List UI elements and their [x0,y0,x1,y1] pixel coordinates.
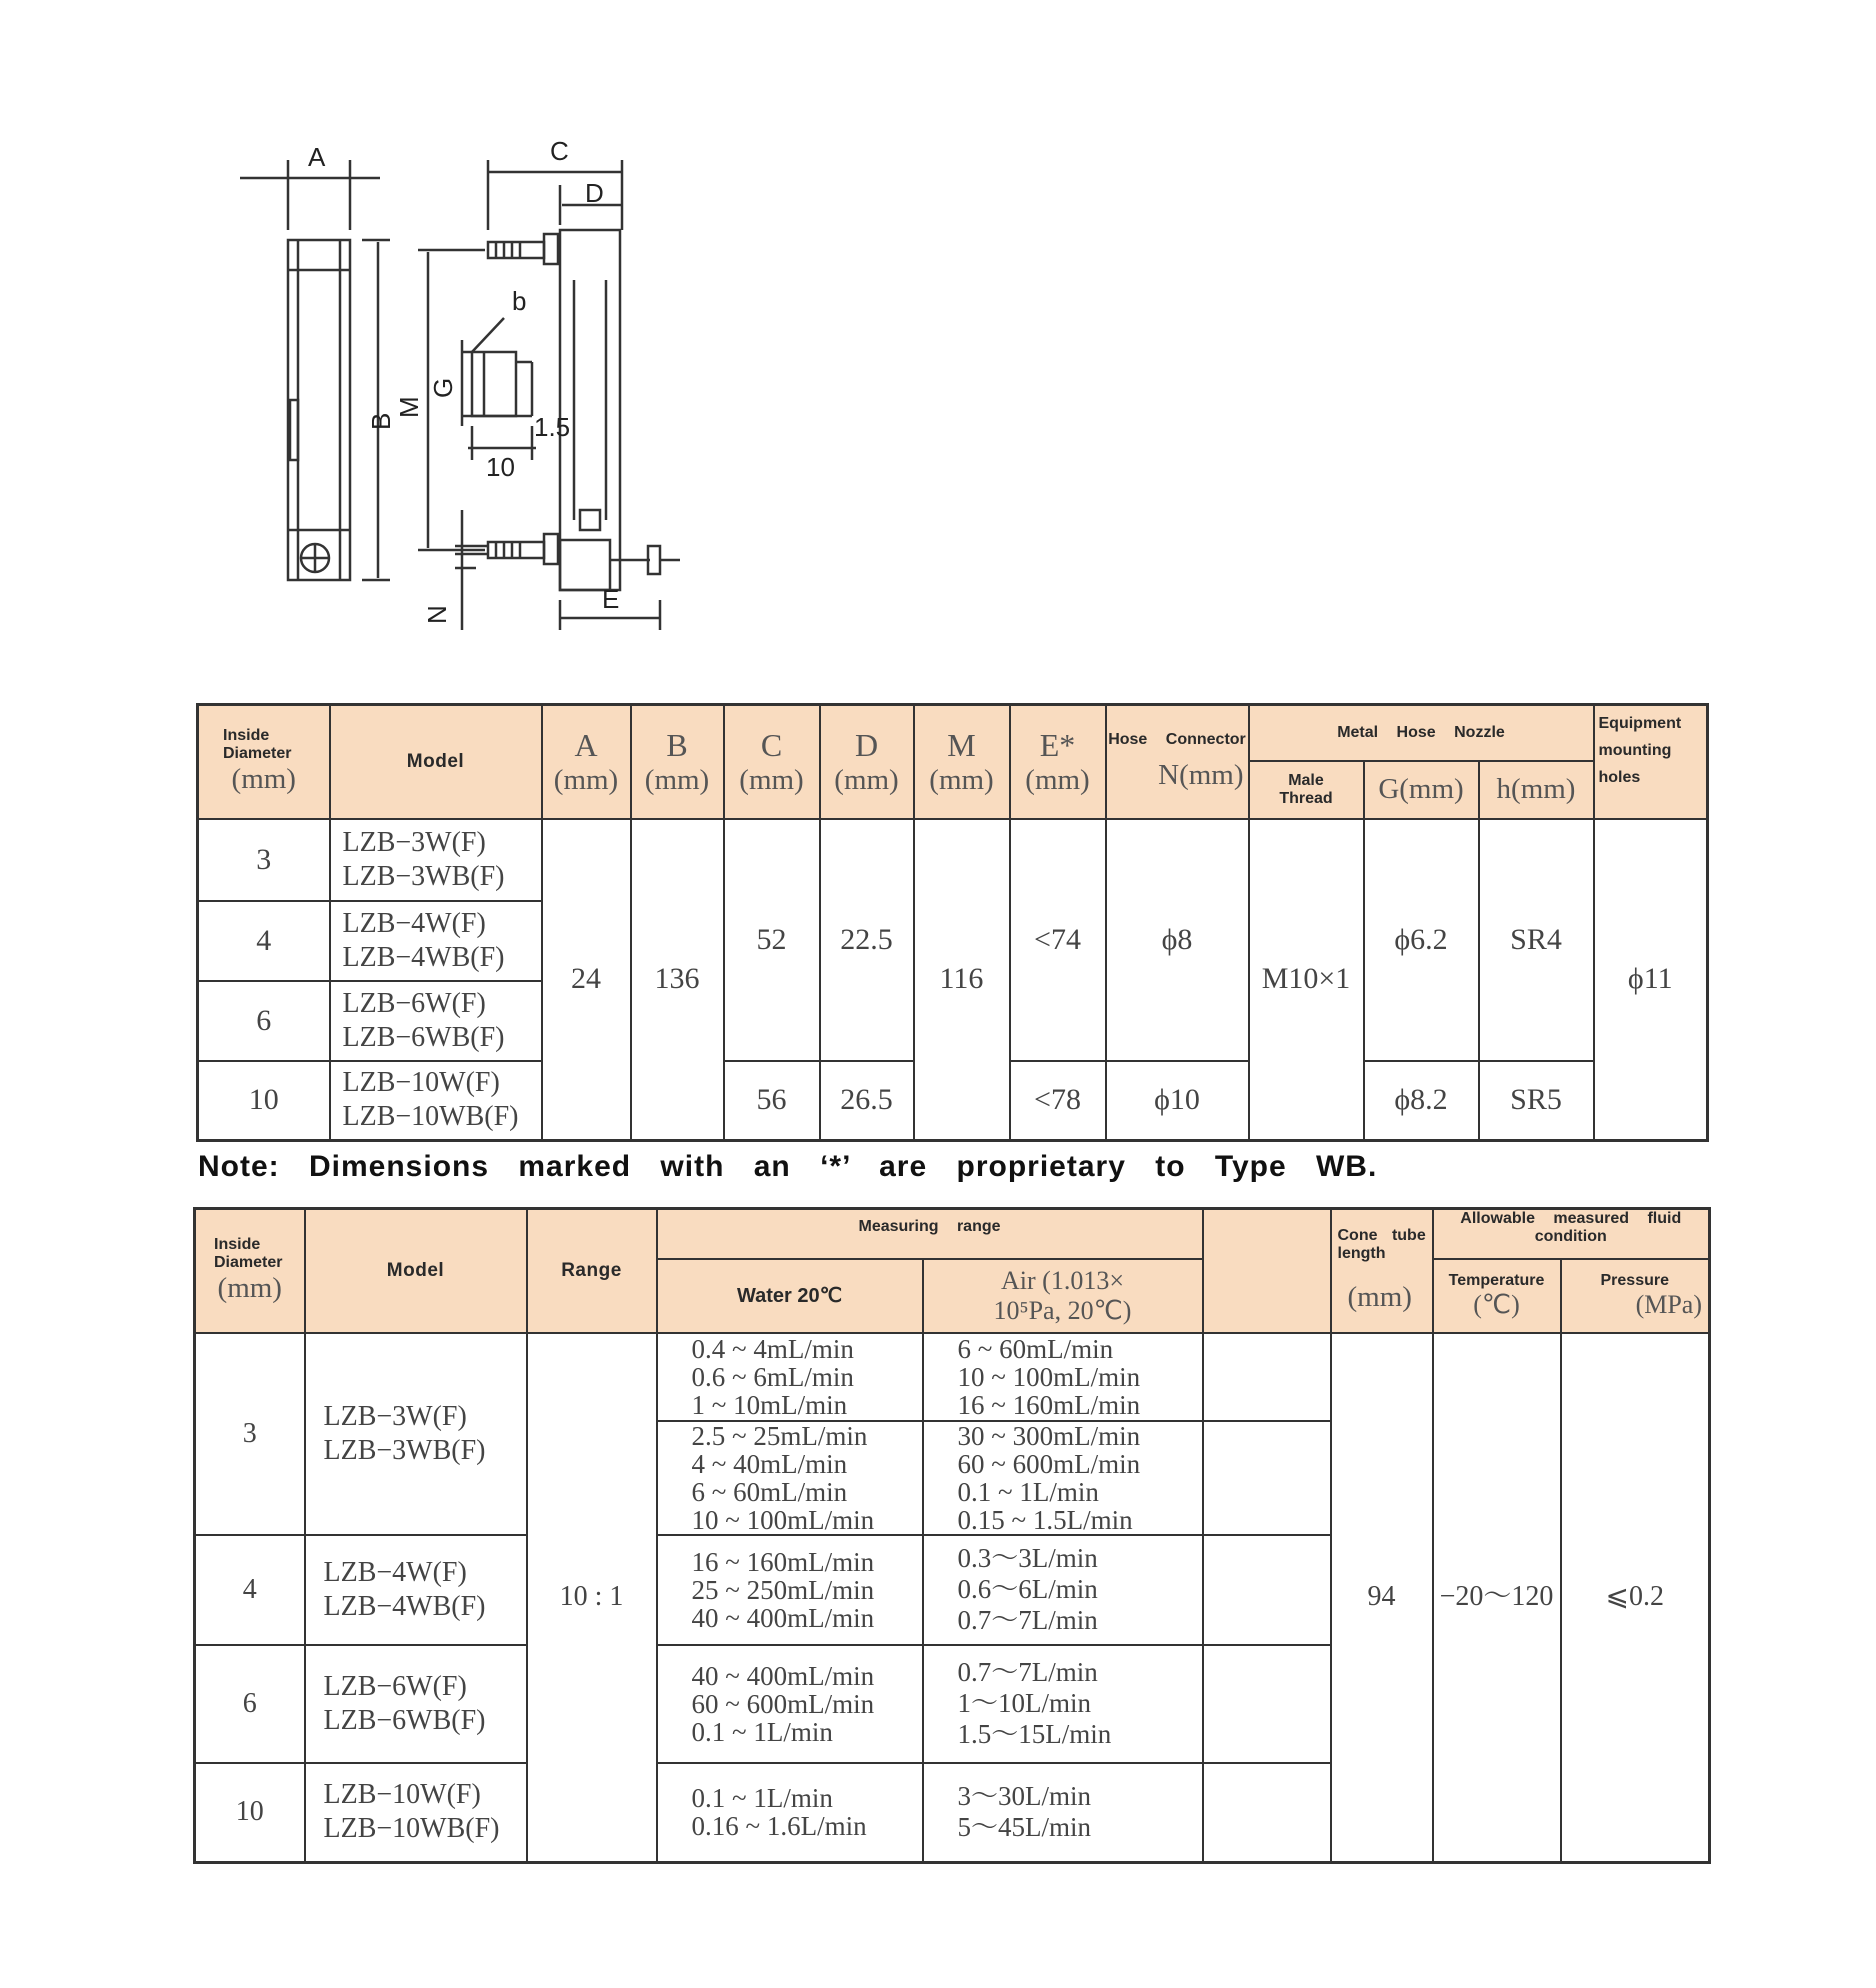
t2-air-3-block2 [923,1421,1203,1535]
t2-blank-10 [1203,1763,1331,1863]
t2-header-measuring-range: Measuring range [657,1209,1203,1259]
t2-water-3-2-2: 6 ~ 60mL/min [691,1476,848,1507]
t1-header-e [1010,705,1106,819]
t2-header-cone-unit: (mm) [1347,1281,1412,1314]
t1-header-b-unit: (mm) [644,764,710,797]
t2-ratio: 10 : 1 [527,1333,657,1863]
t1-n-value-1: ϕ8 [1106,819,1249,1061]
t1-header-inside-label-2: Diameter [223,745,292,763]
t2-model-10-b: LZB−10WB(F) [323,1813,500,1845]
t2-model-4 [305,1535,527,1645]
t1-a-value: 24 [542,819,631,1141]
note-text: Note: Dimensions marked with an ‘*’ are proprietary to Type WB. [198,1150,1378,1183]
t2-model-3-a: LZB−3W(F) [323,1400,467,1432]
t2-water-6-0: 40 ~ 400mL/min [691,1660,875,1691]
t2-water-4-2: 40 ~ 400mL/min [691,1602,875,1633]
measuring-range-table [193,1207,1711,1864]
t1-header-m-unit: (mm) [929,764,994,797]
t2-cone-length: 94 [1331,1333,1433,1863]
t2-header-temperature-unit: (℃) [1473,1289,1520,1319]
t1-header-a-unit: (mm) [553,764,619,797]
t1-header-m-label: M [947,727,976,764]
t1-model-4 [330,901,542,981]
t2-blank-6 [1203,1645,1331,1763]
t2-water-3-1-0: 0.4 ~ 4mL/min [691,1333,854,1364]
t2-blank-3a [1203,1333,1331,1421]
t1-model-10-b: LZB−10WB(F) [342,1101,519,1133]
t1-model-3-b: LZB−3WB(F) [342,860,505,892]
t2-water-3-block1 [657,1333,923,1421]
t1-header-b [631,705,724,819]
t2-air-3-1-2: 16 ~ 160mL/min [957,1389,1141,1420]
t1-model-6 [330,981,542,1061]
t2-air-6-1: 1～10L/min [957,1688,1091,1718]
t1-model-4-a: LZB−4W(F) [342,907,486,939]
t2-model-3-b: LZB−3WB(F) [323,1434,486,1466]
t1-model-3 [330,819,542,901]
t1-header-metal-hose-nozzle: Metal Hose Nozzle [1249,705,1594,761]
t1-header-c-label: C [760,727,783,764]
t2-header-allowable-1: Allowable measured fluid [1460,1210,1682,1227]
t1-model-6-b: LZB−6WB(F) [342,1021,505,1053]
t1-model-4-b: LZB−4WB(F) [342,941,505,973]
t1-header-equipment [1594,705,1708,819]
t2-air-4 [923,1535,1203,1645]
t2-air-3-2-3: 0.15 ~ 1.5L/min [957,1504,1133,1535]
t1-model-10-a: LZB−10W(F) [342,1067,500,1099]
t2-water-3-2-3: 10 ~ 100mL/min [691,1504,875,1535]
t1-h-value-1: SR4 [1479,819,1594,1061]
t1-b-value: 136 [631,819,724,1141]
t2-air-3-2-2: 0.1 ~ 1L/min [957,1476,1099,1507]
t2-air-10-0: 3～30L/min [957,1781,1091,1812]
drawing-label-e: E [602,584,620,614]
t2-header-range: Range [527,1209,657,1333]
t2-water-10-1: 0.16 ~ 1.6L/min [691,1811,867,1842]
t1-male-thread-value: M10×1 [1249,819,1364,1141]
t2-water-6 [657,1645,923,1763]
t1-header-h: h(mm) [1479,761,1594,819]
drawing-label-g: G [428,377,458,398]
t1-model-6-a: LZB−6W(F) [342,987,486,1019]
t1-c-value-1: 52 [724,819,820,1061]
t2-air-6-0: 0.7～7L/min [957,1657,1098,1687]
drawing-label-b: B [366,412,396,430]
t1-header-c-unit: (mm) [739,764,804,797]
t2-water-3-2-0: 2.5 ~ 25mL/min [691,1420,868,1451]
t2-diameter-6: 6 [195,1645,305,1763]
drawing-label-b-small: b [512,286,527,316]
t2-header-allowable-2: condition [1534,1228,1607,1245]
t1-header-m [914,705,1010,819]
t1-header-d-label: D [854,727,879,764]
t2-header-inside-1: Inside [214,1236,261,1254]
t1-header-inside-unit: (mm) [231,763,296,796]
t2-water-4 [657,1535,923,1645]
t1-header-c [724,705,820,819]
t1-header-equipment-1: Equipment [1598,715,1682,732]
t2-air-4-2: 0.7～7L/min [957,1605,1098,1635]
t2-header-pressure [1561,1259,1710,1333]
t1-header-hose-connector-label: Hose Connector [1108,731,1246,749]
t2-water-3-2-1: 4 ~ 40mL/min [691,1448,848,1479]
t2-model-6 [305,1645,527,1763]
t2-header-temperature [1433,1259,1561,1333]
t1-model-10 [330,1061,542,1141]
t1-diameter-6: 6 [198,981,330,1061]
t1-header-model: Model [330,705,542,819]
t2-header-air-1: Air (1.013× [1001,1265,1124,1295]
t2-diameter-4: 4 [195,1535,305,1645]
t2-air-3-2-1: 60 ~ 600mL/min [957,1448,1141,1479]
t1-header-a [542,705,631,819]
t2-model-6-b: LZB−6WB(F) [323,1704,486,1736]
t2-header-inside-unit: (mm) [217,1272,282,1305]
t2-air-3-1-1: 10 ~ 100mL/min [957,1361,1141,1392]
t2-air-3-block1 [923,1333,1203,1421]
t2-diameter-3: 3 [195,1333,305,1535]
t1-header-inside-diameter [198,705,330,819]
t2-header-water-label: Water 20℃ [736,1285,843,1307]
t2-air-3-2-0: 30 ~ 300mL/min [957,1420,1141,1451]
drawing-label-n: N [422,605,452,624]
t2-header-cone-tube [1331,1209,1433,1333]
t1-h-value-2: SR5 [1479,1061,1594,1141]
drawing-label-m: M [394,396,424,418]
t2-water-6-1: 60 ~ 600mL/min [691,1688,875,1719]
t2-air-6 [923,1645,1203,1763]
t1-header-hose-connector [1106,705,1249,819]
t2-water-10 [657,1763,923,1863]
t1-header-hose-connector-unit: N(mm) [1158,759,1244,792]
t2-air-6-2: 1.5～15L/min [957,1719,1112,1749]
t1-header-equipment-3: holes [1598,769,1641,786]
t1-header-b-label: B [666,727,688,764]
t2-temperature: −20～120 [1433,1333,1561,1863]
t1-m-value: 116 [914,819,1010,1141]
t2-water-10-0: 0.1 ~ 1L/min [691,1783,833,1814]
t1-header-a-label: A [574,727,598,764]
t2-header-allowable [1433,1209,1710,1259]
t2-pressure: ⩽0.2 [1561,1333,1710,1863]
t2-model-4-b: LZB−4WB(F) [323,1590,486,1622]
t2-diameter-10: 10 [195,1763,305,1863]
drawing-svg [240,130,700,650]
t2-model-3 [305,1333,527,1535]
t2-water-3-1-1: 0.6 ~ 6mL/min [691,1361,854,1392]
t1-g-value-2: ϕ8.2 [1364,1061,1479,1141]
t2-model-6-a: LZB−6W(F) [323,1670,467,1702]
t2-header-air-2: 10⁵Pa, 20℃) [993,1295,1132,1325]
drawing-label-a: A [308,142,326,172]
t2-header-pressure-unit: (MPa) [1635,1289,1702,1319]
dimensions-table [196,703,1709,1142]
t2-water-4-0: 16 ~ 160mL/min [691,1546,875,1577]
t1-d-value-1: 22.5 [820,819,914,1061]
t2-header-model: Model [305,1209,527,1333]
t1-holes-value: ϕ11 [1594,819,1708,1141]
t2-header-water [657,1259,923,1333]
t1-diameter-10: 10 [198,1061,330,1141]
t1-e-value-2: <78 [1010,1061,1106,1141]
t2-header-cone-1: Cone tube [1337,1227,1426,1245]
t1-header-male-thread [1249,761,1364,819]
t2-header-air [923,1259,1203,1333]
t2-air-10 [923,1763,1203,1863]
t2-header-inside-diameter [195,1209,305,1333]
t2-header-temperature-label: Temperature [1448,1271,1545,1289]
t1-header-equipment-2: mounting [1598,742,1672,759]
t1-e-value-1: <74 [1010,819,1106,1061]
t2-header-pressure-label: Pressure [1600,1271,1669,1289]
t1-header-male-1: Male [1288,771,1324,789]
t1-diameter-4: 4 [198,901,330,981]
t1-model-3-a: LZB−3W(F) [342,826,486,858]
t1-d-value-2: 26.5 [820,1061,914,1141]
t2-air-3-1-0: 6 ~ 60mL/min [957,1333,1114,1364]
t1-c-value-2: 56 [724,1061,820,1141]
flowmeter-dimension-drawing [240,130,700,650]
drawing-label-1-5: 1.5 [534,412,571,442]
drawing-label-10: 10 [486,452,515,482]
t1-header-inside-label-1: Inside [223,727,270,745]
t1-header-e-unit: (mm) [1025,764,1090,797]
t2-water-3-block2 [657,1421,923,1535]
t1-header-d [820,705,914,819]
t2-blank-4 [1203,1535,1331,1645]
t2-model-10 [305,1763,527,1863]
t1-n-value-2: ϕ10 [1106,1061,1249,1141]
t2-air-10-1: 5～45L/min [957,1812,1091,1843]
t2-air-4-0: 0.3～3L/min [957,1543,1098,1573]
t2-water-4-1: 25 ~ 250mL/min [691,1574,875,1605]
t2-model-4-a: LZB−4W(F) [323,1556,467,1588]
t2-air-4-1: 0.6～6L/min [957,1574,1098,1604]
t2-model-10-a: LZB−10W(F) [323,1779,481,1811]
t2-header-inside-2: Diameter [214,1254,283,1272]
t2-blank-3b [1203,1421,1331,1535]
t2-water-3-1-2: 1 ~ 10mL/min [691,1389,848,1420]
t1-header-d-unit: (mm) [834,764,899,797]
t1-header-g: G(mm) [1364,761,1479,819]
t1-header-male-2: Thread [1279,789,1333,807]
t2-header-blank [1203,1209,1331,1333]
t1-g-value-1: ϕ6.2 [1364,819,1479,1061]
t2-water-6-2: 0.1 ~ 1L/min [691,1716,833,1747]
t2-header-cone-2: length [1337,1245,1386,1263]
drawing-label-d: D [585,178,604,208]
t1-diameter-3: 3 [198,819,330,901]
t1-header-e-label: E* [1039,727,1076,764]
drawing-label-c: C [550,136,569,166]
